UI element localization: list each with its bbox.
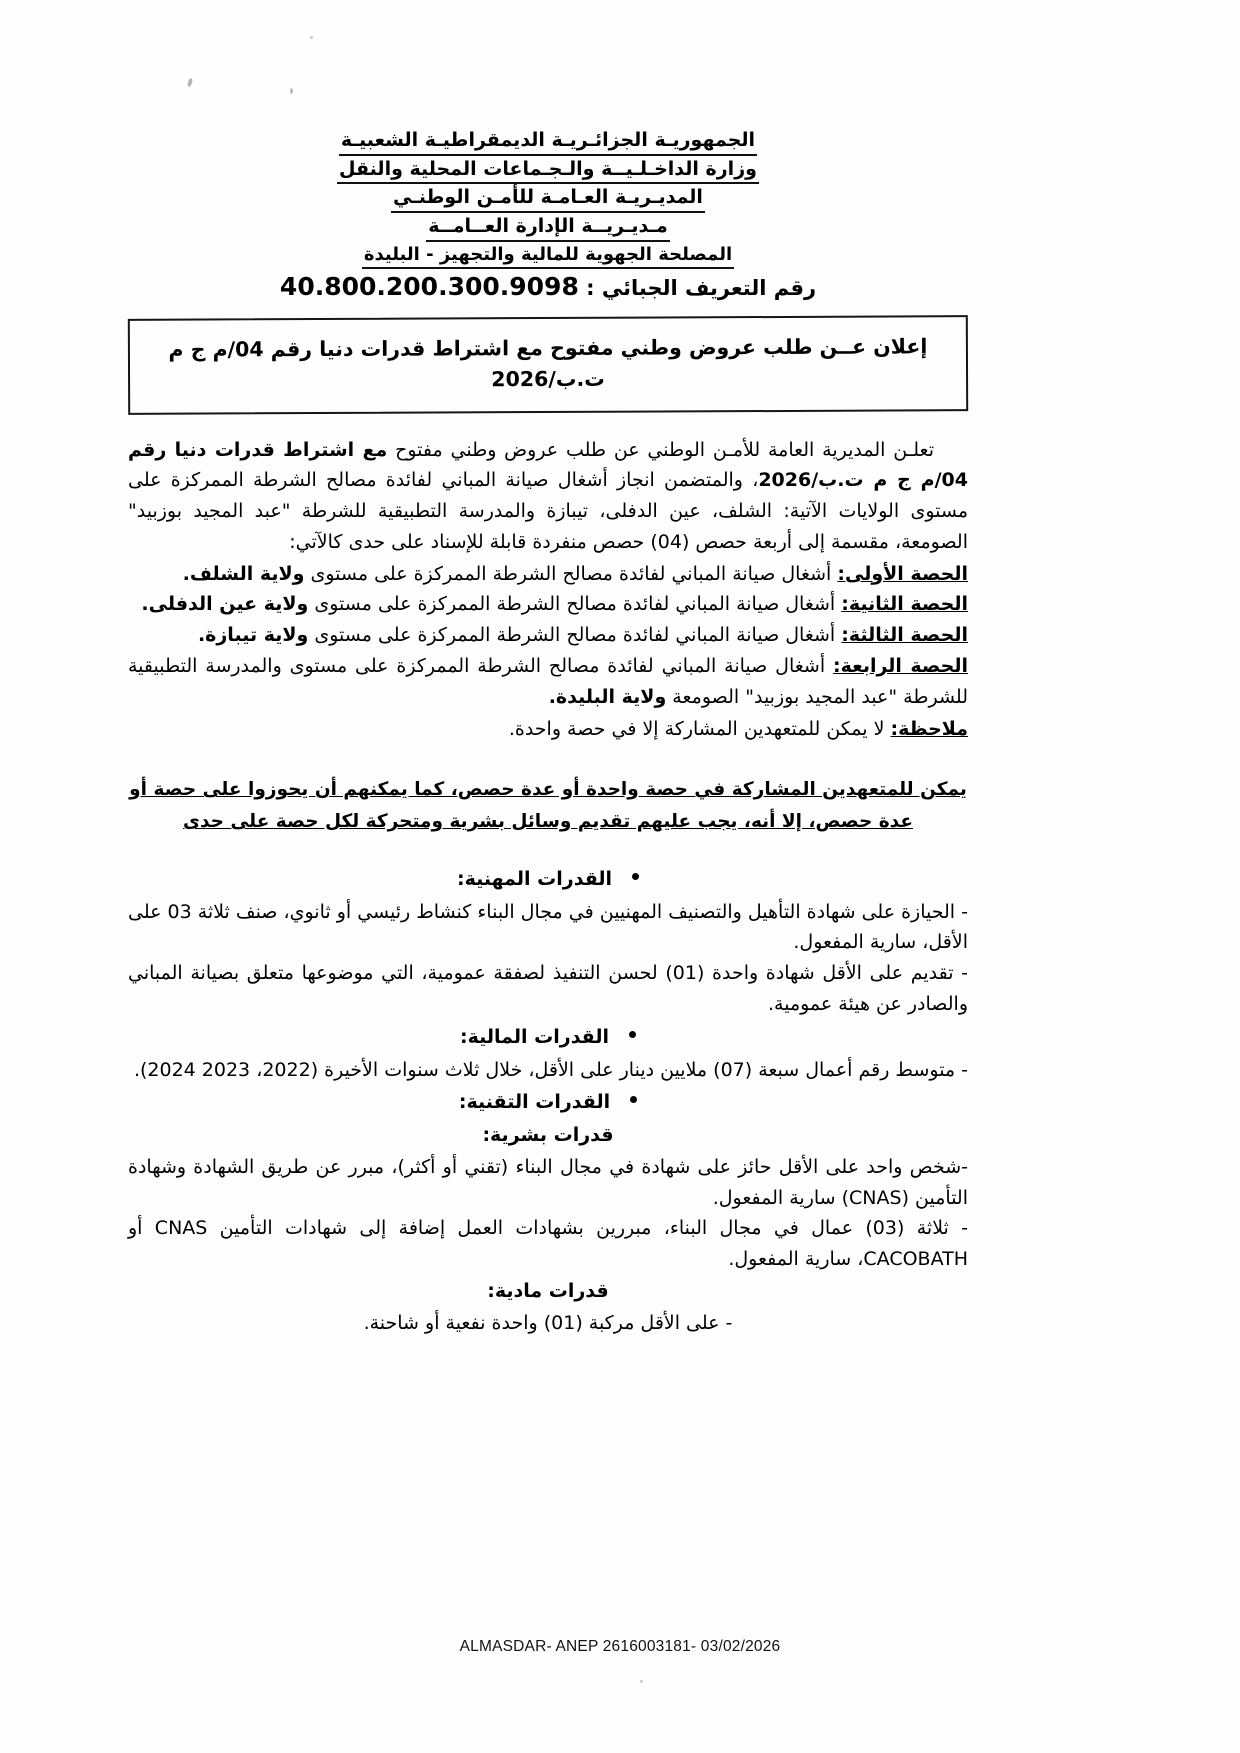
lot-label: الحصة الثانية: (841, 593, 968, 616)
masthead-line-directorate-general: المديـريـة العـامـة للأمـن الوطنـي (128, 185, 968, 213)
tax-number: 40.800.200.300.9098 (279, 272, 579, 302)
participation-highlight-paragraph: يمكن للمتعهدين المشاركة في حصة واحدة أو عدة حصص، كما يمكنهم أن يحوزوا على حصة أو عدة حصص، إلا أنه، يجب عليهم تقديم وسائل بشرية ومتحركة لكل حصة على حدى (129, 779, 967, 833)
tax-identification-line (128, 272, 968, 301)
lot-item (128, 620, 968, 651)
note-label: ملاحظة: (890, 717, 968, 740)
lot-wilaya: ولاية البليدة. (548, 685, 667, 708)
announcement-title-box (128, 315, 968, 414)
bullet-icon (629, 1031, 636, 1038)
intro-part2: ، والمتضمن انجاز أشغال صيانة المباني لفائدة مصالح الشرطة الممركزة على مستوى الولايات الآتية: الشلف، عين الدفلى، تيبازة والمدرسة التطبيقية للشرطة "عبد المجيد بوزبيد" الصومعة، مقسمة إلى أربعة حصص (04) حصص منفردة قابلة للإسناد على حدى كالآتي: (128, 469, 968, 553)
technical-item: - ثلاثة (03) عمال في مجال البناء، مبررين بشهادات العمل إضافة إلى شهادات التأمين CNAS أو CACOBATH، سارية المفعول. (128, 1217, 969, 1271)
lot-text: أشغال صيانة المباني لفائدة مصالح الشرطة الممركزة على مستوى (304, 562, 838, 585)
technical-item: - على الأقل مركبة (01) واحدة نفعية أو شاحنة. (363, 1311, 733, 1334)
lot-label: الحصة الأولى: (837, 562, 968, 585)
capability-item: - تقديم على الأقل شهادة واحدة (01) لحسن التنفيذ لصفقة عمومية، التي موضوعها متعلق بصيانة المباني والصادر عن هيئة عمومية. (128, 962, 969, 1015)
masthead-line-ministry: وزارة الداخـلـيــة والـجـماعات المحلية والنقل (128, 157, 968, 185)
document-content (128, 0, 968, 1338)
lot-wilaya: ولاية عين الدفلى. (141, 593, 309, 616)
masthead (128, 128, 968, 269)
note-text: لا يمكن للمتعهدين المشاركة إلا في حصة واحدة. (508, 717, 891, 740)
intro-part1: تعلـن المديرية العامة للأمـن الوطني عن طلب عروض وطني مفتوح (387, 438, 934, 461)
lot-text: أشغال صيانة المباني لفائدة مصالح الشرطة الممركزة على مستوى (308, 593, 842, 616)
lot-wilaya: ولاية الشلف. (182, 562, 305, 585)
lot-item (128, 559, 968, 590)
capability-item: - متوسط رقم أعمال سبعة (07) ملايين دينار على الأقل، خلال ثلاث سنوات الأخيرة (2022، 2023 2024). (133, 1058, 968, 1081)
capability-heading-row (128, 1087, 968, 1118)
intro-paragraph (128, 435, 968, 558)
lot-item (128, 651, 968, 713)
capability-heading: القدرات المالية: (460, 1025, 609, 1048)
announcement-title: إعلان عــن طلب عروض وطني مفتوح مع اشتراط قدرات دنيا رقم 04/م ج م ت.ب/2026 (168, 334, 928, 392)
lot-text: أشغال صيانة المباني لفائدة مصالح الشرطة الممركزة على مستوى والمدرسة التطبيقية للشرطة "عبد المجيد بوزبيد" الصومعة (128, 655, 968, 708)
masthead-line-regional-service: المصلحة الجهوية للمالية والتجهيز - البليدة (128, 243, 968, 269)
capability-heading: القدرات المهنية: (457, 867, 613, 890)
capability-section-financial (128, 1022, 968, 1053)
document-body (128, 435, 968, 1339)
lot-wilaya: ولاية تيبازة. (197, 624, 309, 647)
masthead-line-republic: الجمهوريـة الجزائـريـة الديمقراطيـة الشعبيـة (128, 128, 968, 156)
scan-speck (640, 1680, 643, 1683)
lot-label: الحصة الثالثة: (841, 624, 968, 647)
capabilities-list (128, 864, 968, 1118)
lot-text: أشغال صيانة المباني لفائدة مصالح الشرطة الممركزة على مستوى (308, 624, 842, 647)
note-paragraph (128, 714, 968, 745)
capability-section-technical (128, 1087, 968, 1118)
capability-item: - الحيازة على شهادة التأهيل والتصنيف المهنيين في مجال البناء كنشاط رئيسي أو ثانوي، صنف ثلاثة 03 على الأقل، سارية المفعول. (128, 900, 968, 954)
intro-bold-reference: مع اشتراط قدرات دنيا رقم 04/م ج م ت.ب/2026 (128, 438, 968, 492)
bullet-icon (630, 1096, 637, 1103)
lot-item (128, 589, 968, 620)
capability-section-professional (128, 864, 968, 895)
lot-label: الحصة الرابعة: (832, 655, 968, 677)
capability-heading-row (128, 1022, 968, 1053)
bullet-icon (632, 873, 639, 880)
capability-heading-row (128, 864, 968, 895)
technical-subheading-human: قدرات بشرية: (482, 1124, 614, 1147)
capability-heading: القدرات التقنية: (458, 1091, 611, 1114)
tax-label: رقم التعريف الجبائي : (586, 276, 817, 301)
technical-subheading-material: قدرات مادية: (487, 1279, 609, 1302)
masthead-line-administration: مـديـريــة الإدارة العــامــة (128, 214, 968, 242)
technical-item: -شخص واحد على الأقل حائز على شهادة في مجال البناء (تقني أو أكثر)، مبرر عن طريق الشهادة وشهادة التأمين (CNAS) سارية المفعول. (128, 1155, 968, 1209)
page-footer: ALMASDAR- ANEP 2616003181- 03/02/2026 (459, 1638, 781, 1655)
